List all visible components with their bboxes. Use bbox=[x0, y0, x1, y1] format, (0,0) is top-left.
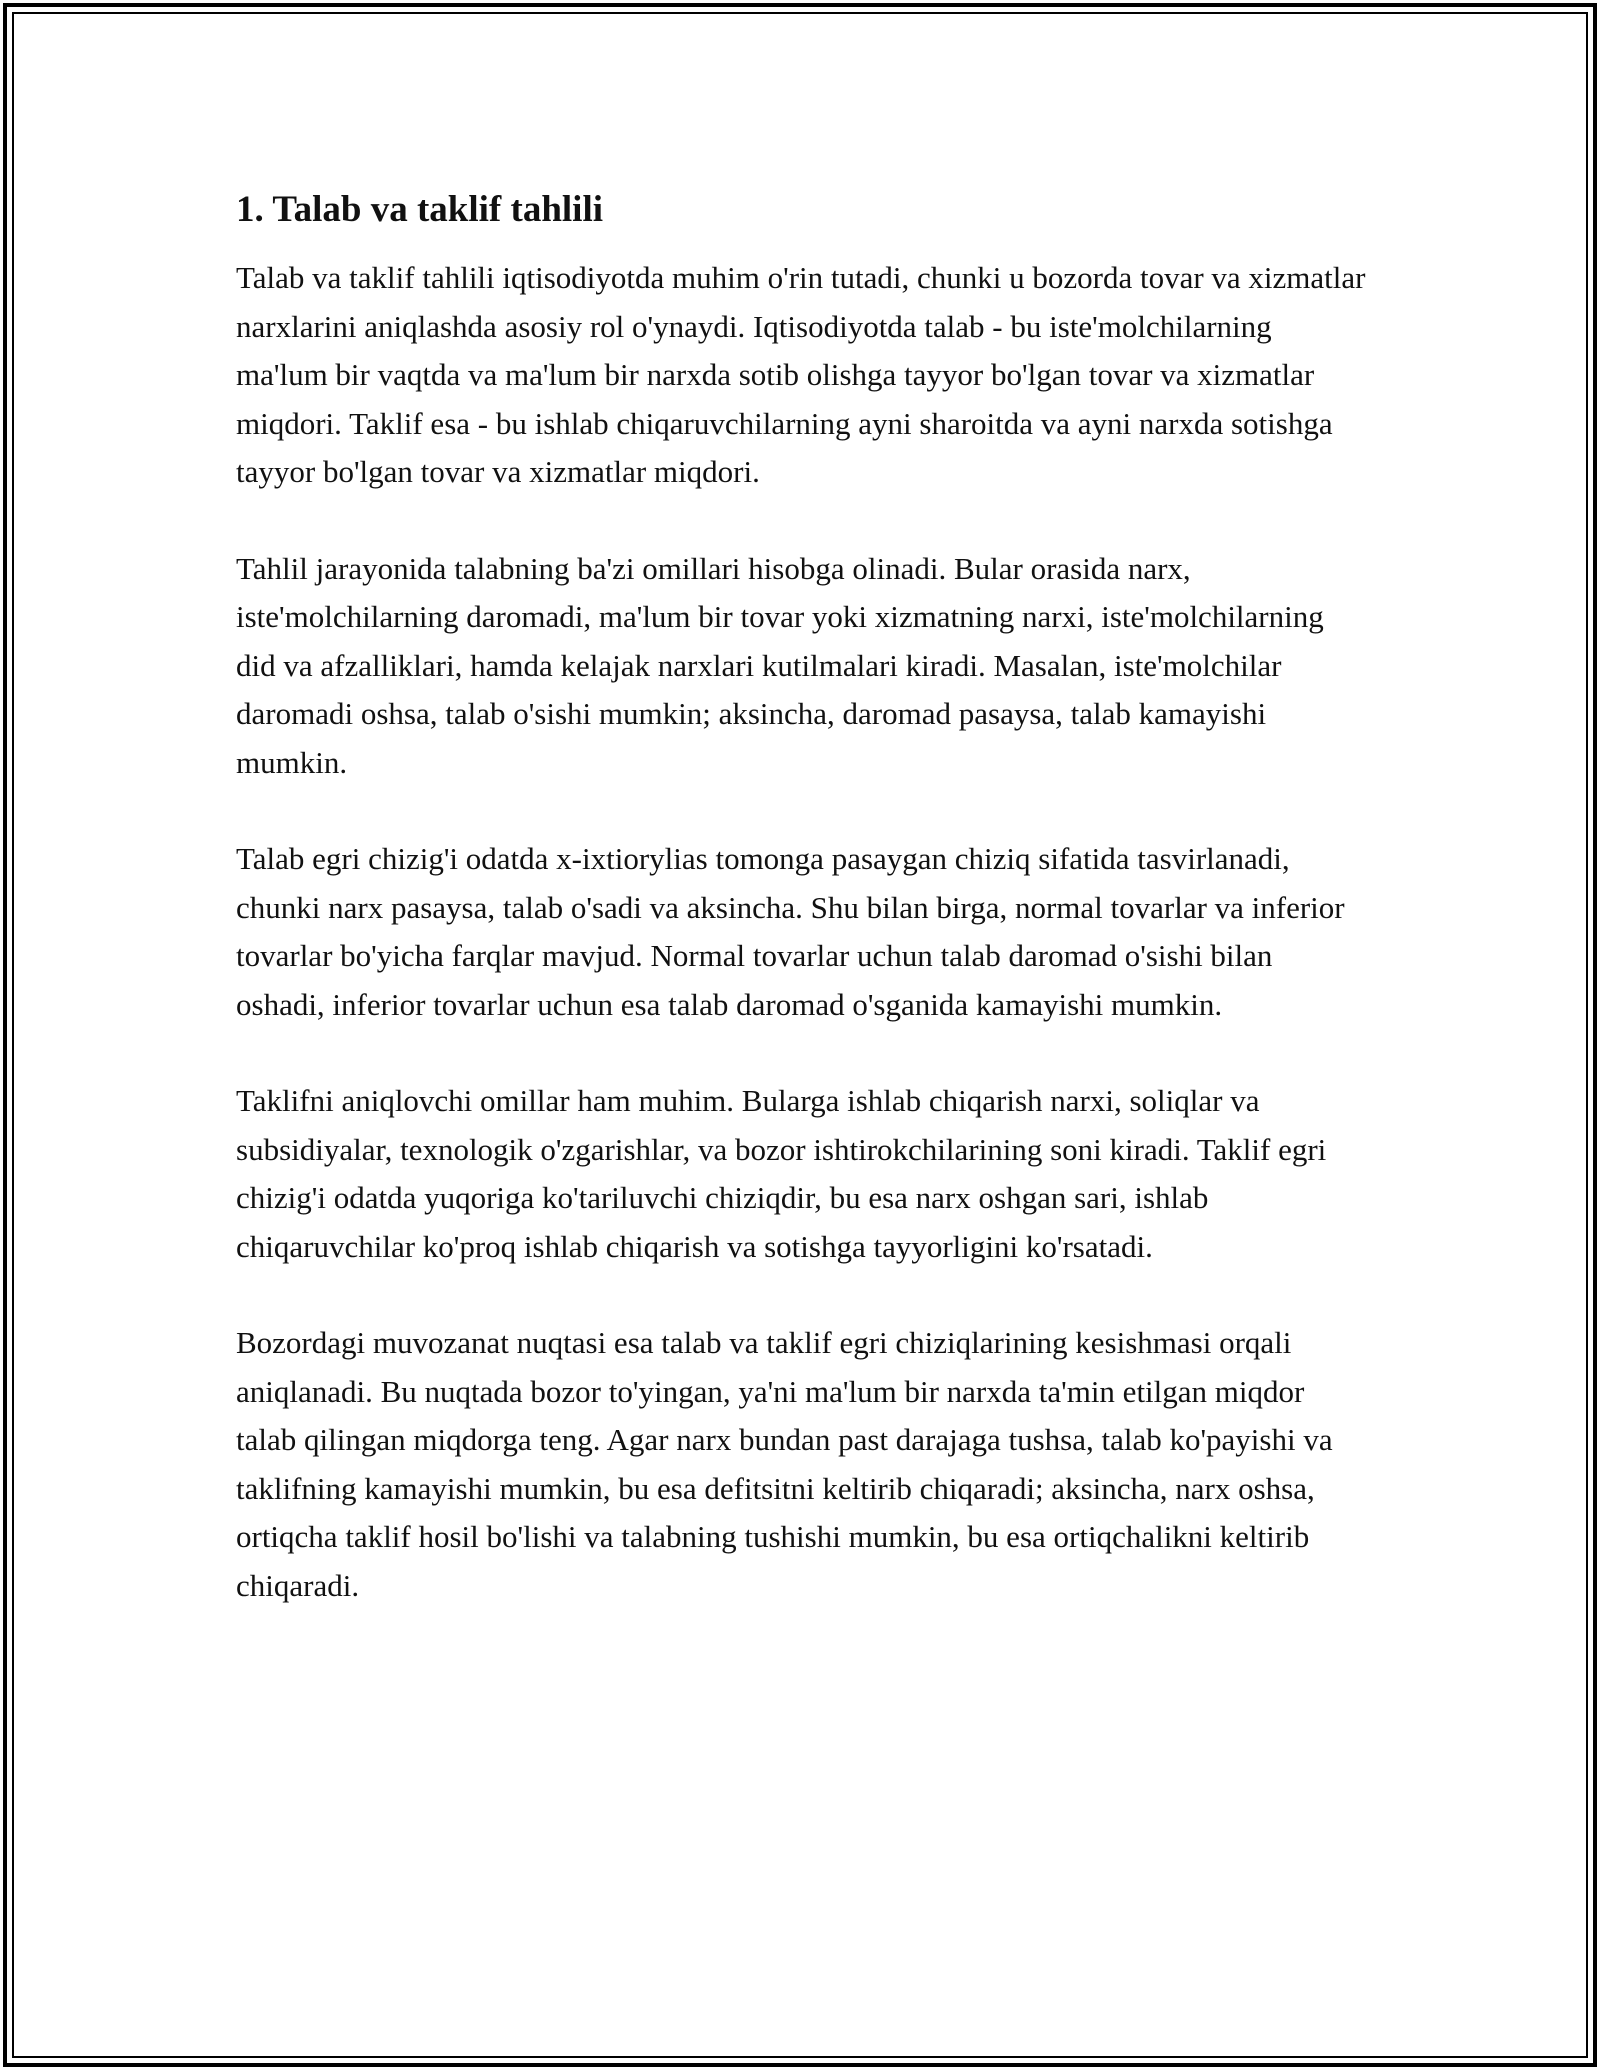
paragraph-demand-curve: Talab egri chizig'i odatda x-ixtiorylias tomonga pasaygan chiziq sifatida tasvirlanadi, chunki narx pasaysa, talab o'sadi va aksincha. Shu bilan birga, normal tovarlar va inferior tovarlar bo'yicha farqlar mavjud. Normal tovarlar uchun talab daromad o'sishi bilan oshadi, inferior tovarlar uchun esa talab daromad o'sganida kamayishi mumkin. bbox=[236, 841, 1345, 1022]
paragraph-demand-factors: Tahlil jarayonida talabning ba'zi omillari hisobga olinadi. Bular orasida narx, iste'molchilarning daromadi, ma'lum bir tovar yoki xizmatning narxi, iste'molchilarning did va afzalliklari, hamda kelajak narxlari kutilmalari kiradi. Masalan, iste'molchilar daromadi oshsa, talab o'sishi mumkin; aksincha, daromad pasaysa, talab kamayishi mumkin. bbox=[236, 550, 1324, 780]
paragraph-demand-supply-intro: Talab va taklif tahlili iqtisodiyotda muhim o'rin tutadi, chunki u bozorda tovar va xizmatlar narxlarini aniqlashda asosiy rol o'ynaydi. Iqtisodiyotda talab - bu iste'molchilarning ma'lum bir vaqtda va ma'lum bir narxda sotib olishga tayyor bo'lgan tovar va xizmatlar miqdori. Taklif esa - bu ishlab chiqaruvchilarning ayni sharoitda va ayni narxda sotishga tayyor bo'lgan tovar va xizmatlar miqdori. bbox=[236, 260, 1366, 489]
paragraph-supply-factors: Taklifni aniqlovchi omillar ham muhim. Bularga ishlab chiqarish narxi, soliqlar va subsidiyalar, texnologik o'zgarishlar, va bozor ishtirokchilarining soni kiradi. Taklif egri chizig'i odatda yuqoriga ko'tariluvchi chiziqdir, bu esa narx oshgan sari, ishlab chiqaruvchilar ko'proq ishlab chiqarish va sotishga tayyorligini ko'rsatadi. bbox=[236, 1083, 1327, 1264]
paragraph-market-equilibrium: Bozordagi muvozanat nuqtasi esa talab va taklif egri chiziqlarining kesishmasi orqali aniqlanadi. Bu nuqtada bozor to'yingan, ya'ni ma'lum bir narxda ta'min etilgan miqdor talab qilingan miqdorga teng. Agar narx bundan past darajaga tushsa, talab ko'payishi va taklifning kamayishi mumkin, bu esa defitsitni keltirib chiqaradi; aksincha, narx oshsa, ortiqcha taklif hosil bo'lishi va talabning tushishi mumkin, bu esa ortiqchalikni keltirib chiqaradi. bbox=[236, 1325, 1333, 1603]
section-heading: 1. Talab va taklif tahlili bbox=[236, 189, 604, 230]
document-body bbox=[236, 186, 1366, 1658]
